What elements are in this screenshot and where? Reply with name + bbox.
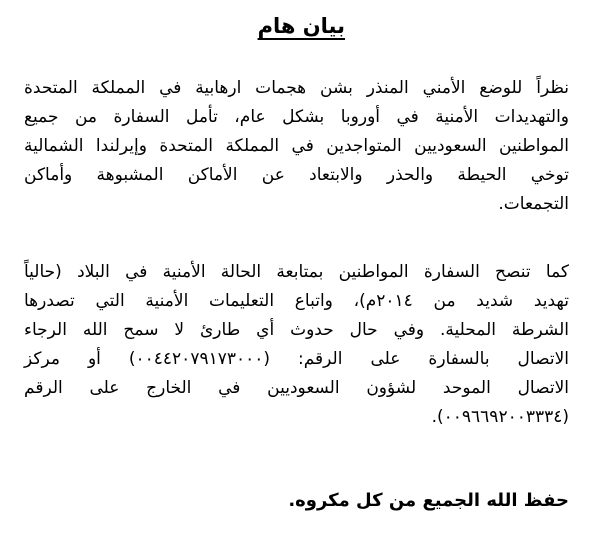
paragraph-embassy-advice [24,258,569,432]
paragraph-line: نظراً للوضع الأمني المنذر بشن هجمات ارهابية في المملكة المتحدة [24,78,569,98]
paragraph-line: الشرطة المحلية. وفي حال حدوث أي طارئ لا سمح الله الرجاء [24,320,569,340]
paragraph-line: الاتصال بالسفارة على الرقم: (٠٠٤٤٢٠٧٩١٧٣٠٠٠) أو مركز [24,349,569,369]
paragraph-line: المواطنين السعوديين المتواجدين في المملكة المتحدة وإيرلندا الشمالية [24,136,569,156]
paragraph-line: (٠٠٩٦٦٩٢٠٠٣٣٣٤). [431,407,569,427]
statement-title: بيان هام [257,14,345,38]
closing-line: حفظ الله الجميع من كل مكروه. [288,490,569,511]
paragraph-line: الاتصال الموحد لشؤون السعوديين في الخارج على الرقم [24,378,569,398]
paragraph-security-warning [24,74,569,219]
paragraph-line: والتهديدات الأمنية في أوروبا بشكل عام، تأمل السفارة من جميع [24,107,569,127]
paragraph-line: توخي الحيطة والحذر والابتعاد عن الأماكن المشبوهة وأماكن [24,165,569,185]
paragraph-line: التجمعات. [498,194,569,214]
paragraph-line: كما تنصح السفارة المواطنين بمتابعة الحالة الأمنية في البلاد (حالياً [24,262,569,282]
paragraph-line: تهديد شديد من ٢٠١٤م)، واتباع التعليمات الأمنية التي تصدرها [24,291,569,311]
